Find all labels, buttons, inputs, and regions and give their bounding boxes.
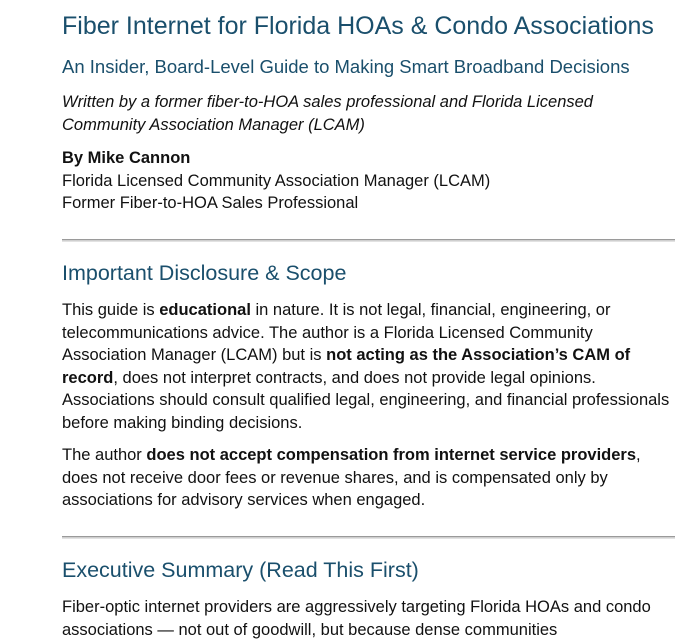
executive-summary-heading: Executive Summary (Read This First) — [62, 558, 419, 582]
written-by-note: Written by a former fiber-to-HOA sales professional and Florida Licensed Community Association Manager (LCAM) — [62, 93, 593, 134]
horizontal-rule — [62, 239, 675, 242]
executive-summary-paragraph: Fiber-optic internet providers are aggressively targeting Florida HOAs and condo associations — not out of goodwill, but because dense communities — [62, 598, 651, 639]
text-run: , does not receive door fees or revenue shares, and is compensated only by associations for advisory services when engaged. — [62, 446, 641, 509]
text-run: The author — [62, 446, 147, 464]
bold-run: does not accept compensation from internet service providers — [146, 446, 637, 464]
author-byline: By Mike Cannon — [62, 149, 191, 167]
bold-run: not acting as the Association’s CAM of record — [62, 346, 631, 387]
author-block — [62, 147, 490, 215]
document-title: Fiber Internet for Florida HOAs & Condo Associations — [62, 12, 654, 40]
disclosure-paragraph-1 — [62, 299, 674, 434]
disclosure-heading: Important Disclosure & Scope — [62, 261, 347, 285]
disclosure-paragraph-2 — [62, 444, 674, 512]
author-credential-lcam: Florida Licensed Community Association Manager (LCAM) — [62, 171, 491, 190]
author-credential-sales: Former Fiber-to-HOA Sales Professional — [62, 194, 359, 212]
horizontal-rule — [62, 536, 675, 539]
bold-run: educational — [159, 301, 251, 319]
text-run: in nature. It is not legal, financial, engineering, or telecommunications advice. The author is a Florida Licensed Community Association Manager (LCAM) but is — [62, 301, 611, 364]
document-subtitle: An Insider, Board-Level Guide to Making Smart Broadband Decisions — [62, 56, 630, 77]
text-run: , does not interpret contracts, and does not provide legal opinions. Associations should consult qualified legal, engineering, and financial professionals before making binding decisions. — [62, 368, 670, 432]
text-run: This guide is — [62, 301, 160, 319]
